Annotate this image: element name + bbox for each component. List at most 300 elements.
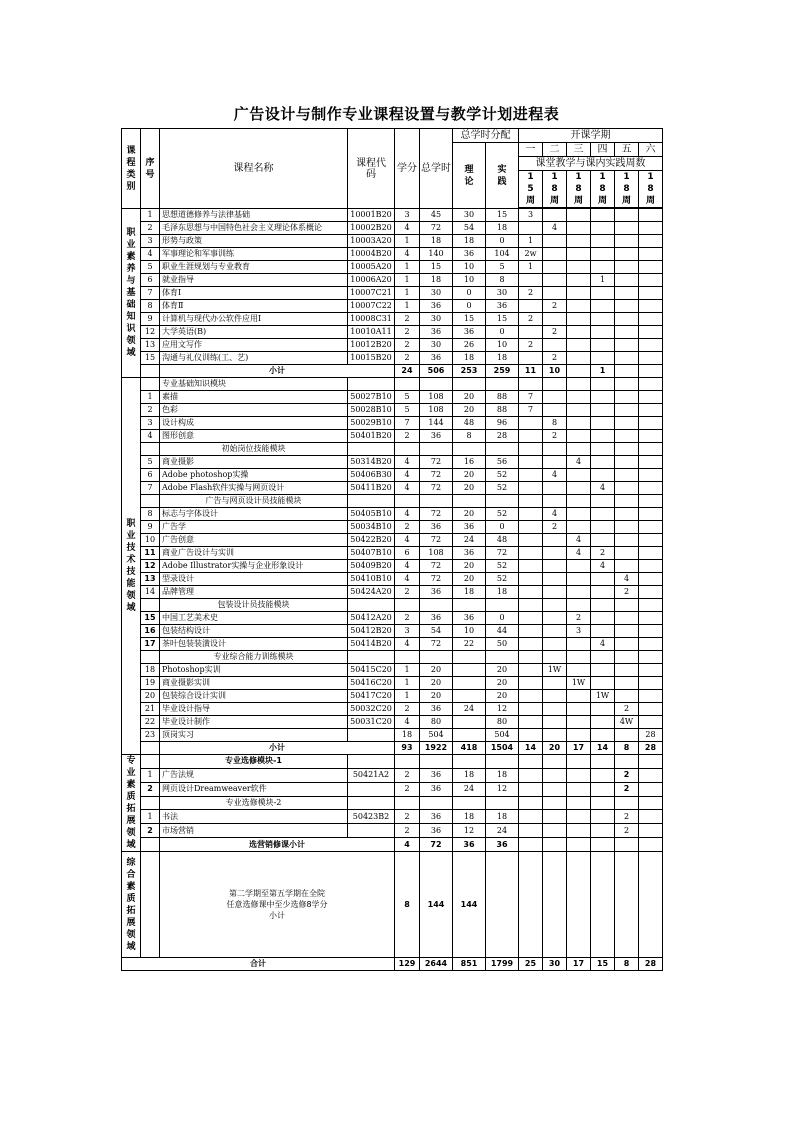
semester-hours — [567, 352, 591, 365]
empty-cell — [615, 755, 639, 769]
semester-hours — [519, 508, 543, 521]
course-name: 形势与政策 — [160, 235, 348, 248]
course-code: 50029B10 — [348, 417, 395, 430]
category-label: 综合素质拓展领域 — [126, 857, 136, 952]
semester-hours — [519, 456, 543, 469]
practice-hours: 15 — [486, 209, 519, 222]
practice-hours: 28 — [486, 430, 519, 443]
table-row — [122, 274, 663, 287]
course-name: 型录设计 — [160, 573, 348, 586]
course-code: 10008C31 — [348, 313, 395, 326]
semester-hours — [567, 573, 591, 586]
table-row — [122, 573, 663, 586]
credit: 2 — [395, 430, 420, 443]
semester-hours: 4 — [567, 534, 591, 547]
course-name: Adobe Illustrator实操与企业形象设计 — [160, 560, 348, 573]
seq-cell — [141, 495, 160, 508]
course-name: 书法 — [160, 810, 348, 824]
semester-hours — [639, 430, 663, 443]
practice-hours: 5 — [486, 261, 519, 274]
total-hours: 108 — [420, 391, 453, 404]
semester-hours — [567, 326, 591, 339]
course-code: 50414B20 — [348, 638, 395, 651]
seq-number: 13 — [141, 339, 160, 352]
weeks-caption: 课堂教学与课内实践周数 — [519, 157, 663, 171]
semester-hours — [567, 404, 591, 417]
semester-hours — [519, 300, 543, 313]
course-code: 10003A20 — [348, 235, 395, 248]
semester-hours: 2 — [615, 586, 639, 599]
table-row — [122, 677, 663, 690]
semester-hours — [615, 508, 639, 521]
table-row — [122, 664, 663, 677]
semester-hours — [519, 625, 543, 638]
empty-cell — [543, 796, 567, 810]
course-name: 广告创意 — [160, 534, 348, 547]
seq-cell — [141, 755, 160, 769]
comprehensive-hours: 144 — [420, 852, 453, 958]
credit: 4 — [395, 508, 420, 521]
semester-hours: 2 — [615, 703, 639, 716]
empty-cell — [486, 796, 519, 810]
empty-cell — [567, 651, 591, 664]
semester-hours — [615, 352, 639, 365]
semester-hours — [567, 521, 591, 534]
total-hours: 54 — [420, 625, 453, 638]
empty-cell — [453, 599, 486, 612]
empty-cell — [420, 495, 453, 508]
page-title: 广告设计与制作专业课程设置与教学计划进程表 — [233, 105, 560, 123]
total-hours: 144 — [420, 417, 453, 430]
seq-number: 15 — [141, 612, 160, 625]
semester-hours — [519, 586, 543, 599]
seq-number: 2 — [141, 782, 160, 796]
practice-hours: 48 — [486, 534, 519, 547]
empty-cell — [567, 495, 591, 508]
course-name: 市场营销 — [160, 824, 348, 838]
empty-cell — [486, 443, 519, 456]
total-hours: 36 — [420, 768, 453, 782]
seq-number: 3 — [141, 235, 160, 248]
seq-number: 8 — [141, 300, 160, 313]
theory-hours: 20 — [453, 573, 486, 586]
module-title: 专业综合能力训练模块 — [160, 651, 348, 664]
theory-hours: 36 — [453, 612, 486, 625]
semester-hours — [519, 573, 543, 586]
total-hours: 140 — [420, 248, 453, 261]
practice-hours: 12 — [486, 703, 519, 716]
course-code: 50401B20 — [348, 430, 395, 443]
seq-number: 19 — [141, 677, 160, 690]
semester-hours — [567, 274, 591, 287]
semester-hours — [567, 222, 591, 235]
theory-hours — [453, 664, 486, 677]
semester-hours — [543, 768, 567, 782]
course-name: 大学英语(B) — [160, 326, 348, 339]
semester-hours — [567, 339, 591, 352]
semester-hours — [591, 430, 615, 443]
semester-hours — [543, 677, 567, 690]
table-row — [122, 508, 663, 521]
semester-hours — [615, 677, 639, 690]
total-label: 合计 — [122, 958, 395, 971]
empty-cell — [639, 378, 663, 391]
seq-number: 18 — [141, 664, 160, 677]
course-code: 50409B20 — [348, 560, 395, 573]
total-hours: 108 — [420, 404, 453, 417]
module-title: 专业选修模块-1 — [160, 755, 348, 769]
semester-label: 一 — [519, 143, 543, 157]
empty-cell — [543, 755, 567, 769]
empty-cell — [486, 755, 519, 769]
comprehensive-row — [122, 852, 663, 958]
semester-hours — [591, 313, 615, 326]
semester-hours — [543, 209, 567, 222]
total-practice: 1799 — [486, 958, 519, 971]
subtotal-practice: 1504 — [486, 742, 519, 755]
semester-hours — [519, 469, 543, 482]
course-code — [348, 824, 395, 838]
table-row — [122, 430, 663, 443]
theory-hours: 24 — [453, 782, 486, 796]
semester-hours — [639, 391, 663, 404]
semester-hours — [567, 810, 591, 824]
total-hours: 504 — [420, 729, 453, 742]
semester-hours — [567, 703, 591, 716]
semester-hours — [591, 703, 615, 716]
semester-hours — [567, 430, 591, 443]
course-name: 毛泽东思想与中国特色社会主义理论体系概论 — [160, 222, 348, 235]
semester-hours — [591, 352, 615, 365]
seq-number: 7 — [141, 482, 160, 495]
semester-hours — [543, 482, 567, 495]
semester-hours — [591, 339, 615, 352]
semester-hours — [615, 287, 639, 300]
semester-hours — [519, 430, 543, 443]
table-row — [122, 547, 663, 560]
subtotal-semester — [567, 838, 591, 852]
credit: 6 — [395, 547, 420, 560]
seq-number: 1 — [141, 391, 160, 404]
empty-cell — [639, 852, 663, 958]
practice-hours: 24 — [486, 824, 519, 838]
course-name: 思想道德修养与法律基础 — [160, 209, 348, 222]
semester-hours — [615, 625, 639, 638]
semester-hours: 2 — [615, 782, 639, 796]
table-row — [122, 339, 663, 352]
semester-hours — [639, 573, 663, 586]
semester-hours — [567, 824, 591, 838]
semester-hours: 1W — [567, 677, 591, 690]
total-hours: 36 — [420, 300, 453, 313]
semester-hours — [615, 235, 639, 248]
practice-hours: 18 — [486, 352, 519, 365]
credit: 2 — [395, 703, 420, 716]
header-practice: 实践 — [486, 143, 519, 209]
practice-hours: 18 — [486, 222, 519, 235]
course-name: 图形创意 — [160, 430, 348, 443]
empty-cell — [420, 599, 453, 612]
subtotal-theory: 418 — [453, 742, 486, 755]
category-cell — [122, 378, 141, 755]
semester-hours — [615, 729, 639, 742]
semester-hours — [519, 810, 543, 824]
credit: 1 — [395, 287, 420, 300]
empty-cell — [615, 378, 639, 391]
subtotal-practice: 36 — [486, 838, 519, 852]
seq-number: 1 — [141, 768, 160, 782]
empty-cell — [567, 755, 591, 769]
table-row — [122, 469, 663, 482]
credit: 1 — [395, 261, 420, 274]
course-name: 军事理论和军事训练 — [160, 248, 348, 261]
practice-hours: 18 — [486, 768, 519, 782]
seq-number: 21 — [141, 703, 160, 716]
semester-hours — [591, 612, 615, 625]
table-row — [122, 313, 663, 326]
semester-hours — [543, 456, 567, 469]
theory-hours: 0 — [453, 287, 486, 300]
empty-cell — [591, 755, 615, 769]
practice-hours: 20 — [486, 677, 519, 690]
semester-hours: 2 — [543, 352, 567, 365]
seq-number: 13 — [141, 573, 160, 586]
theory-hours — [453, 729, 486, 742]
semester-hours — [639, 469, 663, 482]
total-hours: 45 — [420, 209, 453, 222]
table-row — [122, 209, 663, 222]
credit: 1 — [395, 677, 420, 690]
practice-hours: 104 — [486, 248, 519, 261]
semester-hours — [591, 768, 615, 782]
subtotal-semester — [639, 365, 663, 378]
empty-cell — [543, 651, 567, 664]
practice-hours: 12 — [486, 782, 519, 796]
table-row — [122, 261, 663, 274]
empty-cell — [519, 796, 543, 810]
empty-cell — [420, 443, 453, 456]
empty-cell — [395, 599, 420, 612]
subtotal-semester: 10 — [543, 365, 567, 378]
total-hours: 108 — [420, 547, 453, 560]
total-hours: 20 — [420, 664, 453, 677]
practice-hours: 504 — [486, 729, 519, 742]
credit: 4 — [395, 456, 420, 469]
total-hours: 20 — [420, 677, 453, 690]
semester-hours — [591, 287, 615, 300]
semester-hours — [615, 547, 639, 560]
credit: 4 — [395, 534, 420, 547]
semester-hours — [615, 638, 639, 651]
category-cell — [122, 209, 141, 378]
subtotal-semester — [591, 838, 615, 852]
semester-hours: 2 — [567, 612, 591, 625]
semester-hours — [615, 482, 639, 495]
subtotal-semester: 20 — [543, 742, 567, 755]
semester-label: 六 — [639, 143, 663, 157]
theory-hours: 12 — [453, 824, 486, 838]
module-title: 初始岗位技能模块 — [160, 443, 348, 456]
category-cell — [122, 755, 141, 852]
semester-hours — [543, 287, 567, 300]
empty-cell — [453, 796, 486, 810]
empty-cell — [615, 852, 639, 958]
semester-hours — [639, 508, 663, 521]
course-code: 50416C20 — [348, 677, 395, 690]
semester-hours — [543, 716, 567, 729]
table-row — [122, 560, 663, 573]
total-hours: 72 — [420, 534, 453, 547]
seq-number: 16 — [141, 625, 160, 638]
semester-hours — [591, 456, 615, 469]
empty-cell — [420, 755, 453, 769]
empty-cell — [567, 378, 591, 391]
semester-hours — [639, 417, 663, 430]
module-row — [122, 796, 663, 810]
semester-hours — [591, 248, 615, 261]
semester-hours — [639, 547, 663, 560]
theory-hours: 36 — [453, 547, 486, 560]
empty-cell — [591, 796, 615, 810]
semester-hours — [591, 209, 615, 222]
semester-hours — [543, 703, 567, 716]
empty-cell — [639, 651, 663, 664]
semester-hours — [519, 547, 543, 560]
total-hours: 72 — [420, 638, 453, 651]
credit: 3 — [395, 209, 420, 222]
semester-hours — [615, 222, 639, 235]
empty-cell — [420, 651, 453, 664]
semester-label: 四 — [591, 143, 615, 157]
table-row — [122, 782, 663, 796]
table-row — [122, 352, 663, 365]
semester-hours — [615, 326, 639, 339]
course-code: 50314B20 — [348, 456, 395, 469]
course-code — [348, 599, 395, 612]
empty-cell — [453, 755, 486, 769]
semester-label: 五 — [615, 143, 639, 157]
table-row — [122, 534, 663, 547]
seq-number: 8 — [141, 508, 160, 521]
credit: 4 — [395, 560, 420, 573]
course-name: 中国工艺美术史 — [160, 612, 348, 625]
table-row — [122, 625, 663, 638]
practice-hours: 52 — [486, 508, 519, 521]
course-name: 就业指导 — [160, 274, 348, 287]
semester-hours — [591, 521, 615, 534]
semester-hours — [543, 824, 567, 838]
theory-hours: 36 — [453, 326, 486, 339]
course-code: 50424A20 — [348, 586, 395, 599]
semester-hours — [519, 768, 543, 782]
semester-hours — [543, 573, 567, 586]
empty-cell — [420, 796, 453, 810]
seq-cell — [141, 838, 160, 852]
practice-hours: 96 — [486, 417, 519, 430]
semester-hours — [543, 391, 567, 404]
theory-hours: 48 — [453, 417, 486, 430]
semester-label: 二 — [543, 143, 567, 157]
semester-hours — [591, 810, 615, 824]
note-line: 第二学期至第五学期在全院 — [229, 889, 325, 898]
theory-hours: 10 — [453, 261, 486, 274]
theory-hours — [453, 716, 486, 729]
total-hours: 72 — [420, 469, 453, 482]
practice-hours: 10 — [486, 339, 519, 352]
empty-cell — [543, 495, 567, 508]
semester-hours — [591, 534, 615, 547]
semester-hours — [567, 235, 591, 248]
seq-number: 17 — [141, 638, 160, 651]
course-code: 10002B20 — [348, 222, 395, 235]
course-name: 应用文写作 — [160, 339, 348, 352]
semester-hours — [591, 782, 615, 796]
semester-hours — [543, 612, 567, 625]
semester-hours: 2 — [519, 313, 543, 326]
course-name: 设计构成 — [160, 417, 348, 430]
total-hours: 18 — [420, 235, 453, 248]
empty-cell — [519, 599, 543, 612]
practice-hours: 88 — [486, 391, 519, 404]
theory-hours: 20 — [453, 482, 486, 495]
semester-hours: 1W — [543, 664, 567, 677]
seq-number: 14 — [141, 586, 160, 599]
course-code: 50406B30 — [348, 469, 395, 482]
seq-number: 20 — [141, 690, 160, 703]
credit: 2 — [395, 612, 420, 625]
comprehensive-note — [160, 852, 395, 958]
theory-hours: 22 — [453, 638, 486, 651]
empty-cell — [395, 443, 420, 456]
seq-number: 2 — [141, 222, 160, 235]
empty-cell — [543, 443, 567, 456]
header-course-code: 课程代码 — [348, 129, 395, 209]
theory-hours — [453, 677, 486, 690]
total-hours: 15 — [420, 261, 453, 274]
table-row — [122, 287, 663, 300]
table-row — [122, 612, 663, 625]
seq-cell — [141, 651, 160, 664]
module-row — [122, 651, 663, 664]
semester-hours — [615, 313, 639, 326]
subtotal-label: 选营销修课小计 — [160, 838, 395, 852]
total-hours: 36 — [420, 586, 453, 599]
theory-hours: 15 — [453, 313, 486, 326]
course-code — [348, 378, 395, 391]
semester-hours — [591, 729, 615, 742]
seq-number: 9 — [141, 521, 160, 534]
empty-cell — [395, 495, 420, 508]
semester-hours: 4 — [591, 560, 615, 573]
semester-hours — [519, 560, 543, 573]
header-category: 课程类别 — [122, 129, 141, 209]
course-code: 50417C20 — [348, 690, 395, 703]
total-hours: 72 — [420, 482, 453, 495]
total-hours: 30 — [420, 287, 453, 300]
semester-hours — [615, 456, 639, 469]
semester-hours — [639, 222, 663, 235]
category-label: 职业技术技能领域 — [126, 519, 136, 613]
table-row — [122, 768, 663, 782]
semester-hours — [567, 313, 591, 326]
semester-hours: 28 — [639, 729, 663, 742]
subtotal-hours: 506 — [420, 365, 453, 378]
total-hours: 36 — [420, 810, 453, 824]
module-title: 包装设计员技能模块 — [160, 599, 348, 612]
seq-number: 12 — [141, 326, 160, 339]
seq-cell — [141, 365, 160, 378]
semester-hours — [543, 547, 567, 560]
